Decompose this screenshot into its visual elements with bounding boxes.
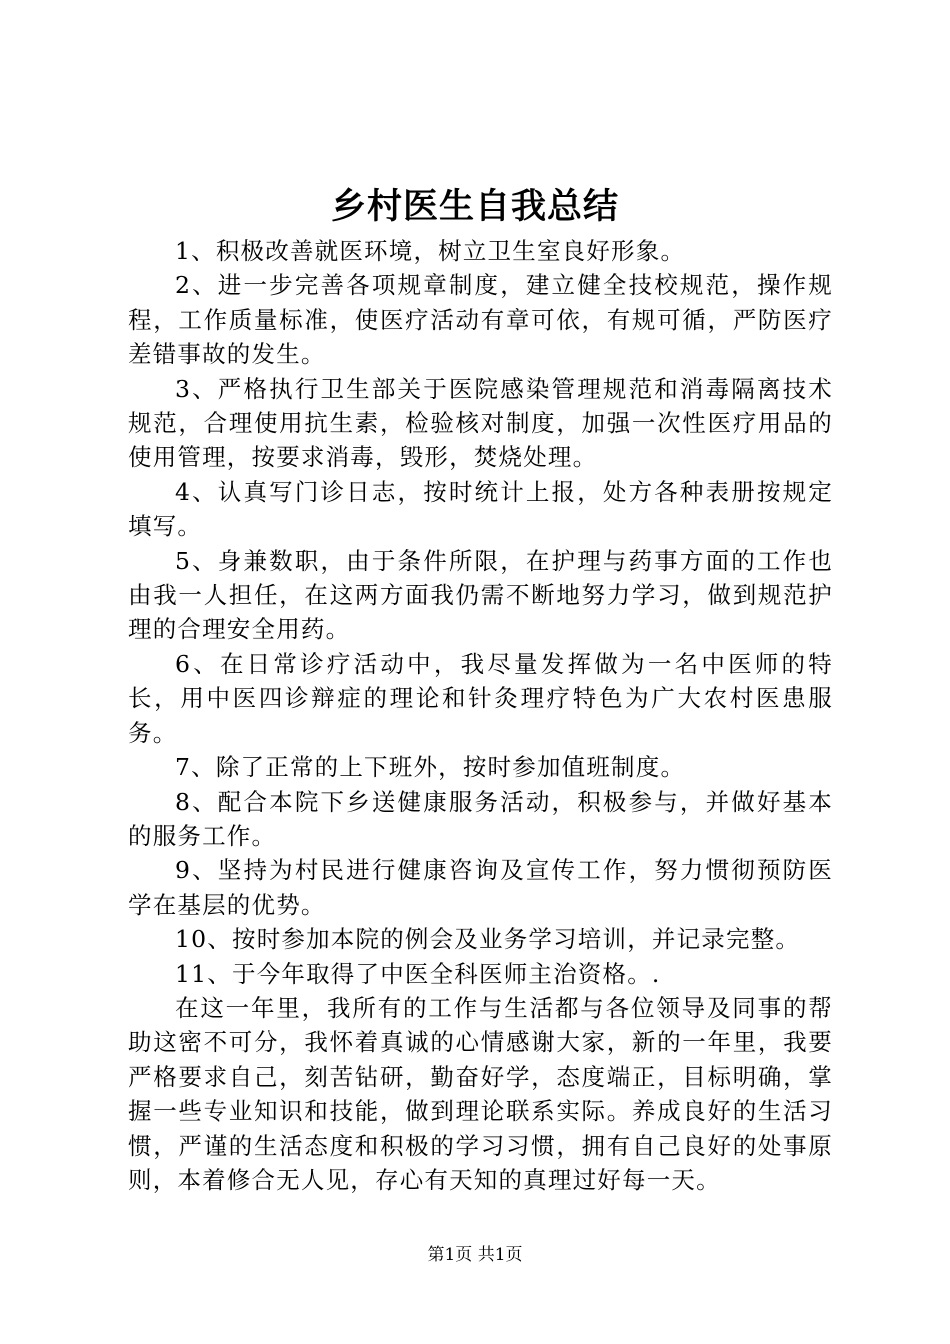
paragraph-11: 11、于今年取得了中医全科医师主治资格。. <box>175 959 661 988</box>
paragraph-2: 2、进一步完善各项规章制度，建立健全技校规范，操作规程，工作质量标准，使医疗活动有章可依，有规可循，严防医疗差错事故的发生。 <box>128 271 833 369</box>
paragraph-1: 1、积极改善就医环境，树立卫生室良好形象。 <box>175 237 686 265</box>
page-number-footer: 第1页 共1页 <box>427 1245 523 1265</box>
paragraph-5: 5、身兼数职，由于条件所限，在护理与药事方面的工作也由我一人担任，在这两方面我仍需不断地努力学习，做到规范护理的合理安全用药。 <box>128 546 833 644</box>
document-body <box>128 234 833 1197</box>
paragraph-8: 8、配合本院下乡送健康服务活动，积极参与，并做好基本的服务工作。 <box>128 787 833 850</box>
paragraph-4: 4、认真写门诊日志，按时统计上报，处方各种表册按规定填写。 <box>128 477 833 541</box>
paragraph-9: 9、坚持为村民进行健康咨询及宣传工作，努力惯彻预防医学在基层的优势。 <box>128 856 833 919</box>
paragraph-7: 7、除了正常的上下班外，按时参加值班制度。 <box>175 753 686 782</box>
paragraph-6: 6、在日常诊疗活动中，我尽量发挥做为一名中医师的特长，用中医四诊辩症的理论和针灸理疗特色为广大农村医患服务。 <box>128 649 833 747</box>
paragraph-10: 10、按时参加本院的例会及业务学习培训，并记录完整。 <box>175 925 801 954</box>
paragraph-closing: 在这一年里，我所有的工作与生活都与各位领导及同事的帮助这密不可分，我怀着真诚的心情感谢大家，新的一年里，我要严格要求自己，刻苦钻研，勤奋好学，态度端正，目标明确，掌握一些专业知识和技能，做到理论联系实际。养成良好的生活习惯，严谨的生活态度和积极的学习习惯，拥有自己良好的处事原则，本着修合无人见，存心有天知的真理过好每一天。 <box>128 993 833 1194</box>
paragraph-3: 3、严格执行卫生部关于医院感染管理规范和消毒隔离技术规范，合理使用抗生素，检验核对制度，加强一次性医疗用品的使用管理，按要求消毒，毁形，焚烧处理。 <box>128 374 833 472</box>
document-title: 乡村医生自我总结 <box>330 186 619 227</box>
